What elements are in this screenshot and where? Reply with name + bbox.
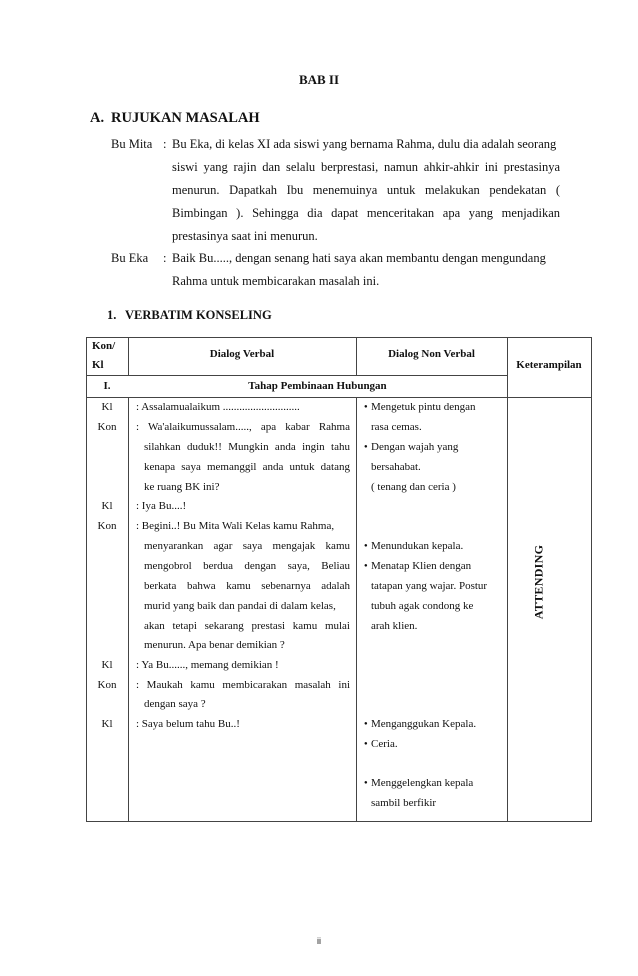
speaker-colon: : [163, 251, 167, 265]
stage-title: Tahap Pembinaan Hubungan [248, 380, 387, 392]
nonverbal-bullet: ● Menundukan kepala. [371, 540, 463, 552]
header-skill: Keterampilan [516, 359, 582, 371]
table-border [128, 397, 129, 822]
header-verbal: Dialog Verbal [209, 348, 275, 360]
chapter-title: BAB II [298, 72, 340, 87]
nonverbal-line: bersahabat. [371, 461, 421, 473]
nonverbal-line: tubuh agak condong ke [371, 600, 474, 612]
verbal-line: kenapa saya memanggil anda untuk datang [144, 461, 350, 473]
table-border [591, 337, 592, 822]
skill-label: ATTENDING [531, 544, 546, 620]
stage-number: I. [103, 380, 111, 392]
verbal-line: menurun. Apa benar demikian ? [144, 639, 285, 651]
verbal-line: : Iya Bu....! [136, 500, 187, 512]
nonverbal-bullet: ● Dengan wajah yang [371, 441, 458, 453]
table-border [86, 397, 592, 398]
dialogue-line: Rahma untuk membicarakan masalah ini. [172, 274, 380, 288]
speaker-bu-mita: Bu Mita [111, 137, 153, 151]
speaker-bu-eka: Bu Eka [111, 251, 149, 265]
nonverbal-line: ( tenang dan ceria ) [371, 481, 456, 493]
table-border [86, 337, 592, 338]
header-role-line2: Kl [92, 359, 104, 371]
role-label: Kl [101, 401, 113, 413]
verbal-line: : Assalamualaikum ............................ [136, 401, 300, 413]
header-nonverbal: Dialog Non Verbal [388, 348, 475, 360]
nonverbal-bullet: ● Mengetuk pintu dengan [371, 401, 475, 413]
verbal-line: mengobrol berdua dengan saya, Beliau [144, 560, 350, 572]
table-border [86, 821, 592, 822]
section-a-title: RUJUKAN MASALAH [111, 110, 260, 126]
verbal-line: menyarankan agar saya mengajak kamu [144, 540, 350, 552]
verbal-line: ke ruang BK ini? [144, 481, 220, 493]
nonverbal-line: sambil berfikir [371, 797, 437, 809]
dialogue-line: siswi yang rajin dan selalu berprestasi, namun ahkir-ahkir ini prestasinya [172, 160, 560, 174]
dialogue-line: Bimbingan ). Sehingga dia dapat menceritakan apa yang menjadikan [172, 206, 560, 220]
verbal-line: silahkan duduk!! Mungkin anda ingin tahu [144, 441, 350, 453]
nonverbal-bullet: ● Menggelengkan kepala [371, 777, 473, 789]
dialogue-line: Baik Bu....., dengan senang hati saya akan membantu dengan mengundang [172, 251, 546, 265]
role-label: Kon [97, 520, 117, 532]
dialogue-line: menurun. Dapatkah Ibu menemuinya untuk melakukan pendekatan ( [172, 183, 560, 197]
role-label: Kon [97, 421, 117, 433]
table-border [356, 397, 357, 822]
nonverbal-bullet: ● Ceria. [371, 738, 398, 750]
nonverbal-line: arah klien. [371, 620, 418, 632]
verbal-line: berkata bahwa kamu sebenarnya adalah [144, 580, 350, 592]
role-label: Kl [101, 718, 113, 730]
role-label: Kl [101, 500, 113, 512]
nonverbal-line: rasa cemas. [371, 421, 422, 433]
subsection-heading [107, 308, 272, 323]
table-border [507, 337, 508, 822]
subsection-title: VERBATIM KONSELING [125, 308, 272, 322]
verbal-line: : Saya belum tahu Bu..! [136, 718, 240, 730]
subsection-number: 1. [107, 308, 117, 322]
verbal-line: : Wa'alaikumussalam....., apa kabar Rahma [136, 421, 350, 433]
verbal-line: : Begini..! Bu Mita Wali Kelas kamu Rahma, [136, 520, 335, 532]
page-number: ii [317, 936, 321, 946]
section-a-number: A. [90, 110, 105, 126]
verbatim-table [86, 337, 592, 822]
dialogue-line: Bu Eka, di kelas XI ada siswi yang bernama Rahma, dulu dia adalah seorang [172, 137, 557, 151]
skill-cell [529, 527, 549, 637]
verbal-line: : Maukah kamu membicarakan masalah ini [136, 679, 350, 691]
speaker-colon: : [163, 137, 167, 151]
verbal-line: murid yang baik dan pandai di dalam kelas, [144, 600, 336, 612]
table-border [86, 375, 507, 376]
verbal-line: akan tetapi sekarang prestasi kamu mulai [144, 620, 350, 632]
verbal-line: dengan saya ? [144, 698, 206, 710]
role-label: Kl [101, 659, 113, 671]
nonverbal-bullet: ● Menatap Klien dengan [371, 560, 471, 572]
dialogue-line: prestasinya saat ini menurun. [172, 229, 318, 243]
header-role-line1: Kon/ [92, 340, 116, 352]
verbal-line: : Ya Bu......, memang demikian ! [136, 659, 279, 671]
table-border [86, 337, 87, 822]
section-a-heading [90, 110, 260, 127]
nonverbal-line: tatapan yang wajar. Postur [371, 580, 488, 592]
nonverbal-bullet: ● Menganggukan Kepala. [371, 718, 476, 730]
role-label: Kon [97, 679, 117, 691]
